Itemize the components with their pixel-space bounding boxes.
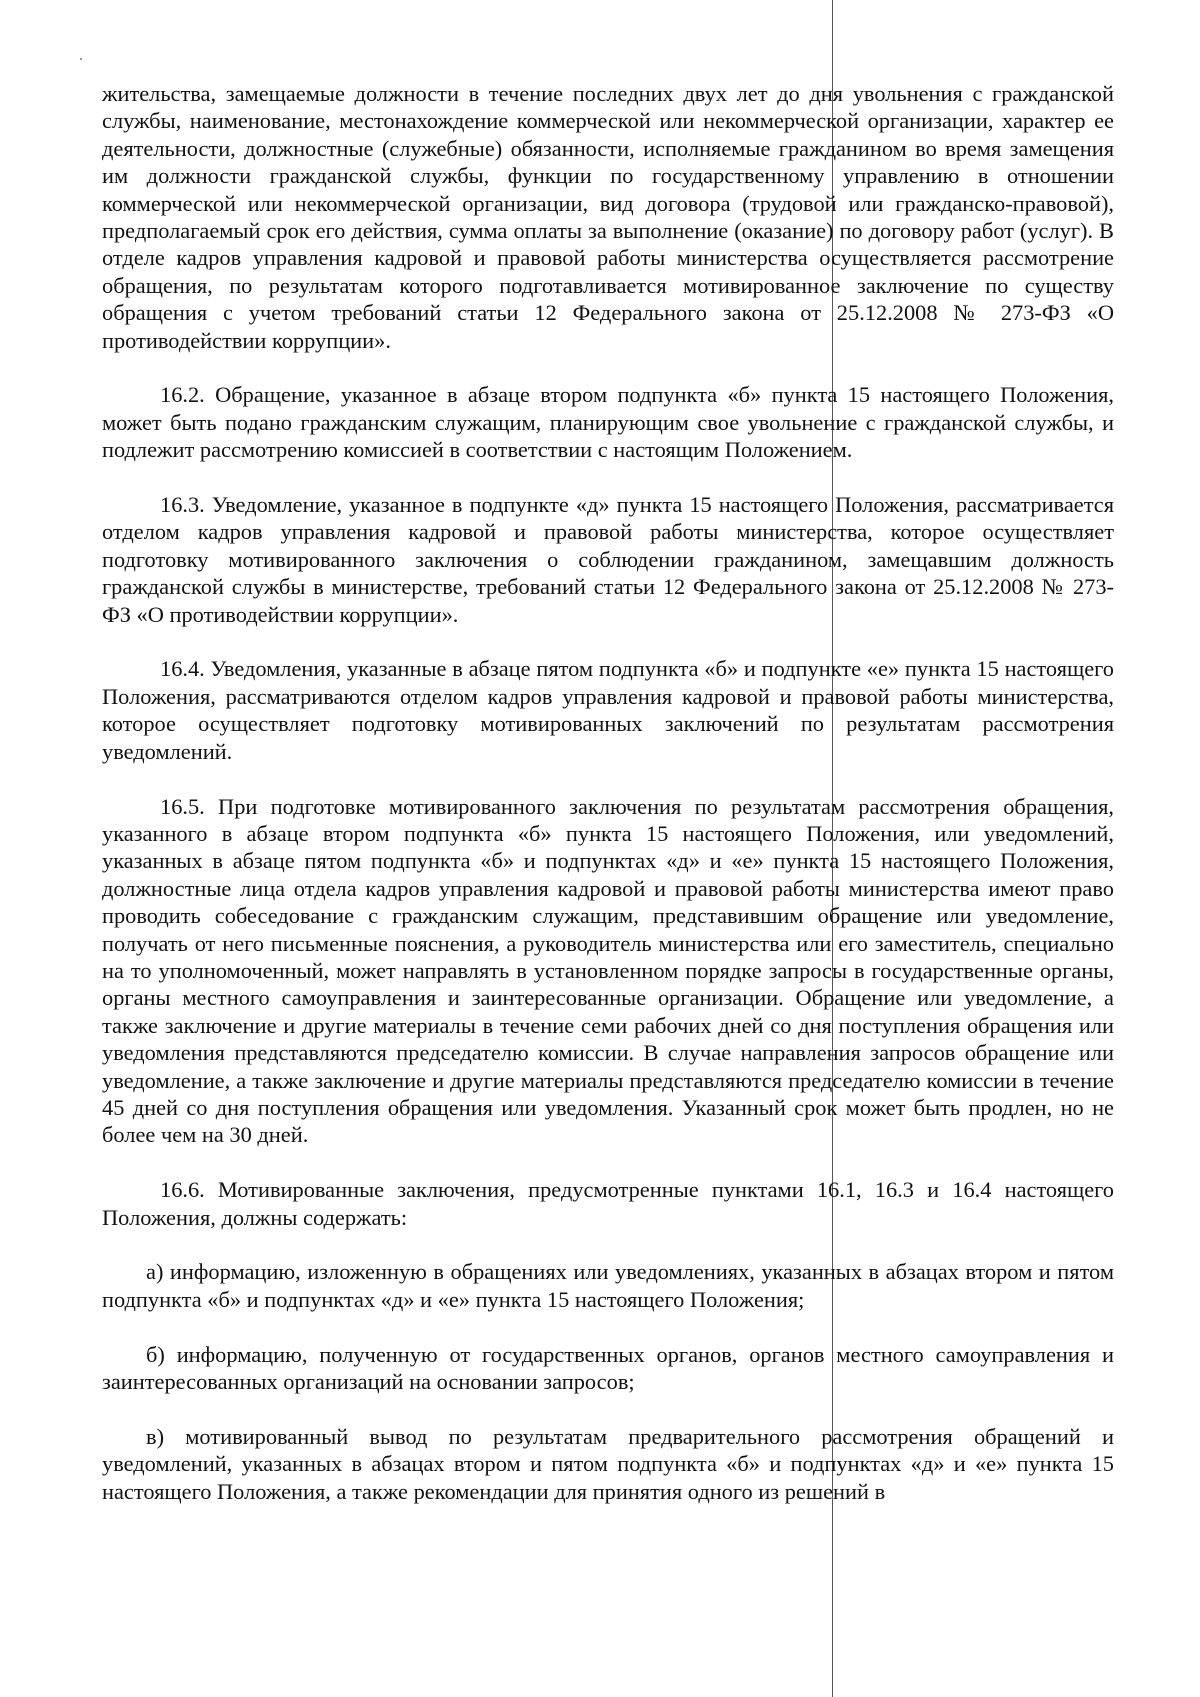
item-v: в) мотивированный вывод по результатам предварительного рассмотрения обращений и уведомлений, указанных в абзацах втором и пятом подпункта «б» и подпунктах «д» и «е» пункта 15 настоящего Положения, а также рекомендации для принятия одного из решений в — [102, 1423, 1114, 1504]
document-body — [102, 80, 1114, 1532]
item-b: б) информацию, полученную от государственных органов, органов местного самоуправления и заинтересованных организаций на основании запросов; — [102, 1341, 1114, 1394]
paragraph-continuation: жительства, замещаемые должности в течение последних двух лет до дня увольнения с гражданской службы, наименование, местонахождение коммерческой или некоммерческой организации, характер ее деятельности, должностные (служебные) обязанности, исполняемые гражданином во время замещения им должности гражданской службы, функции по государственному управлению в отношении коммерческой или некоммерческой организации, вид договора (трудовой или гражданско-правовой), предполагаемый срок его действия, сумма оплаты за выполнение (оказание) по договору работ (услуг). В отделе кадров управления кадровой и правовой работы министерства осуществляется рассмотрение обращения, по результатам которого подготавливается мотивированное заключение по существу обращения с учетом требований статьи 12 Федерального закона от 25.12.2008 № 273-ФЗ «О противодействии коррупции». — [102, 81, 1114, 353]
paragraph-16-3: 16.3. Уведомление, указанное в подпункте «д» пункта 15 настоящего Положения, рассматривается отделом кадров управления кадровой и правовой работы министерства, которое осуществляет подготовку мотивированного заключения о соблюдении гражданином, замещавшим должность гражданской службы в министерстве, требований статьи 12 Федерального закона от 25.12.2008 № 273-ФЗ «О противодействии коррупции». — [102, 492, 1114, 627]
paragraph-16-4: 16.4. Уведомления, указанные в абзаце пятом подпункта «б» и подпункте «е» пункта 15 настоящего Положения, рассматриваются отделом кадров управления кадровой и правовой работы министерства, которое осуществляет подготовку мотивированных заключений по результатам рассмотрения уведомлений. — [102, 656, 1114, 764]
paragraph-16-6: 16.6. Мотивированные заключения, предусмотренные пунктами 16.1, 16.3 и 16.4 настоящего Положения, должны содержать: — [102, 1177, 1114, 1230]
item-a: а) информацию, изложенную в обращениях или уведомлениях, указанных в абзацах втором и пятом подпункта «б» и подпунктах «д» и «е» пункта 15 настоящего Положения; — [102, 1259, 1114, 1312]
scan-speck — [80, 58, 82, 60]
paragraph-16-2: 16.2. Обращение, указанное в абзаце втором подпункта «б» пункта 15 настоящего Положения, может быть подано гражданским служащим, планирующим свое увольнение с гражданской службы, и подлежит рассмотрению комиссией в соответствии с настоящим Положением. — [102, 382, 1114, 463]
paragraph-16-5: 16.5. При подготовке мотивированного заключения по результатам рассмотрения обращения, указанного в абзаце втором подпункта «б» пункта 15 настоящего Положения, или уведомлений, указанных в абзаце пятом подпункта «б» и подпунктах «д» и «е» пункта 15 настоящего Положения, должностные лица отдела кадров управления кадровой и правовой работы министерства имеют право проводить собеседование с гражданским служащим, представившим обращение или уведомление, получать от него письменные пояснения, а руководитель министерства или его заместитель, специально на то уполномоченный, может направлять в установленном порядке запросы в государственные органы, органы местного самоуправления и заинтересованные организации. Обращение или уведомление, а также заключение и другие материалы в течение семи рабочих дней со дня поступления обращения или уведомления представляются председателю комиссии. В случае направления запросов обращение или уведомление, а также заключение и другие материалы представляются председателю комиссии в течение 45 дней со дня поступления обращения или уведомления. Указанный срок может быть продлен, но не более чем на 30 дней. — [102, 793, 1114, 1148]
